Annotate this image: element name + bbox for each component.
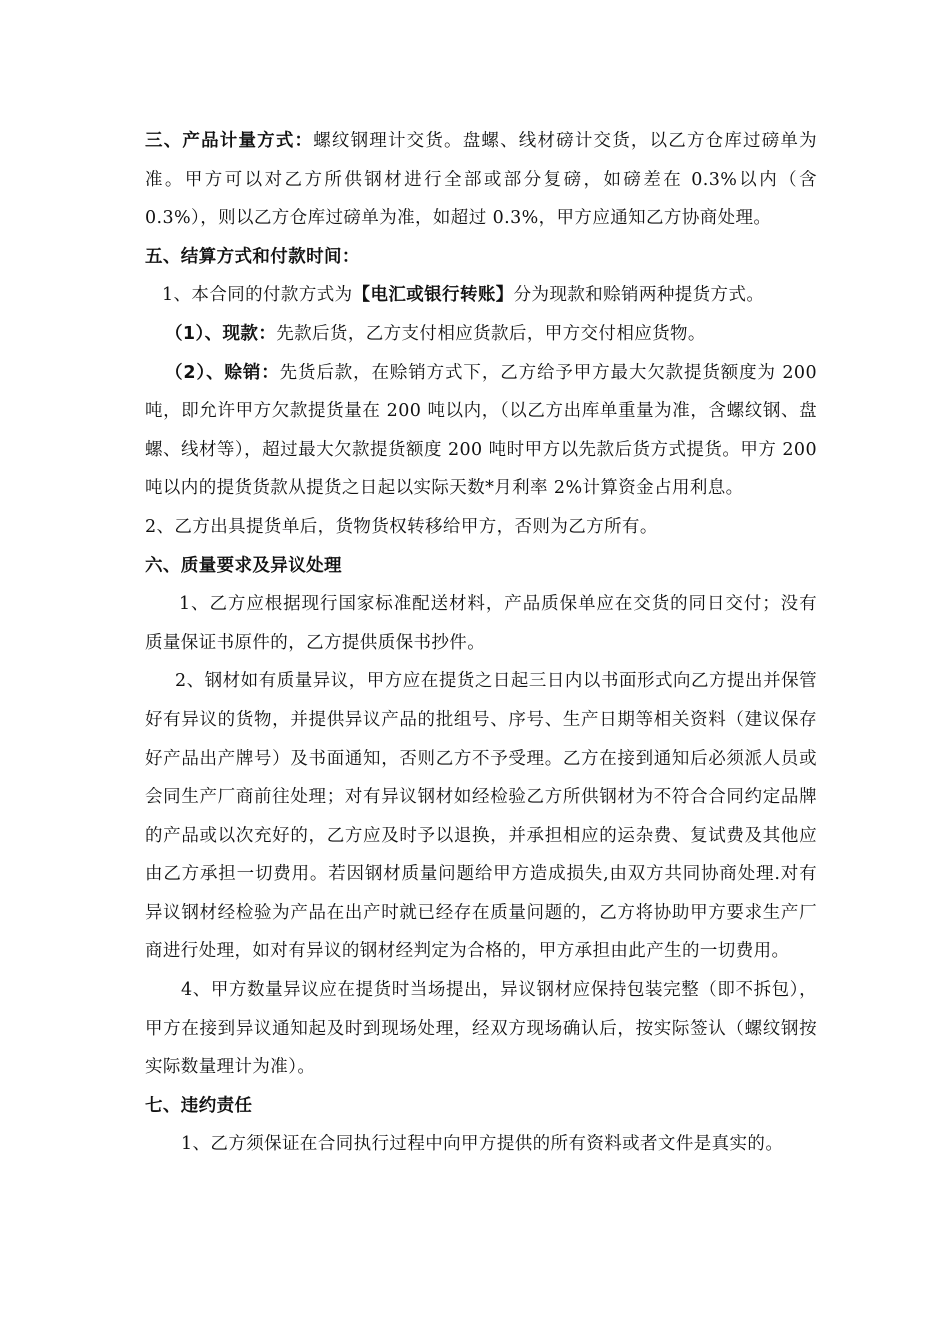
section-6-item-1: 1、乙方应根据现行国家标准配送材料，产品质保单应在交货的同日交付；没有质量保证书原件的，乙方提供质保书抄件。 [145, 594, 817, 653]
section-5-credit-text: 先货后款，在赊销方式下，乙方给予甲方最大欠款提货额度为 200 吨，即允许甲方欠款提货量在 200 吨以内，（以乙方出库单重量为准，含螺纹钢、盘螺、线材等），超过最大欠款提货额度 200 吨时甲方以先款后货方式提货。甲方 200 吨以内的提货货款从提货之日起以实际天数*月利率 2%计算资金占用利息。 [145, 362, 817, 499]
section-6-item-2: 2、钢材如有质量异议，甲方应在提货之日起三日内以书面形式向乙方提出并保管好有异议的货物，并提供异议产品的批组号、序号、生产日期等相关资料（建议保存好产品出产牌号）及书面通知，否则乙方不予受理。乙方在接到通知后必须派人员或会同生产厂商前往处理；对有异议钢材如经检验乙方所供钢材为不符合合同约定品牌的产品或以次充好的，乙方应及时予以退换，并承担相应的运杂费、复试费及其他应由乙方承担一切费用。若因钢材质量问题给甲方造成损失,由双方共同协商处理.对有异议钢材经检验为产品在出产时就已经存在质量问题的，乙方将协助甲方要求生产厂商进行处理，如对有异议的钢材经判定为合格的，甲方承担由此产生的一切费用。 [145, 671, 817, 962]
section-3-paragraph [145, 122, 817, 238]
section-5-cash-paragraph [145, 315, 817, 354]
section-6-heading: 六、质量要求及异议处理 [145, 555, 342, 576]
section-5-payment-method: 【电汇或银行转账】 [352, 285, 514, 306]
section-5-item-1 [145, 276, 817, 315]
section-5-heading: 五、结算方式和付款时间： [145, 246, 360, 267]
section-3-text: 螺纹钢理计交货。盘螺、线材磅计交货，以乙方仓库过磅单为准。甲方可以对乙方所供钢材进行全部或部分复磅，如磅差在 0.3%以内（含 0.3%），则以乙方仓库过磅单为准，如超过 0.3%，甲方应通知乙方协商处理。 [145, 131, 817, 229]
section-5-credit-paragraph [145, 354, 817, 508]
section-7-heading: 七、违约责任 [145, 1095, 253, 1116]
section-5-cash-text: 先款后货，乙方支付相应货款后，甲方交付相应货物。 [276, 323, 706, 344]
document-body [145, 122, 817, 1164]
section-5-cash-label: （1）、现款： [165, 323, 277, 344]
section-5-item-1-pre: 1、本合同的付款方式为 [162, 285, 353, 306]
section-5-credit-label: （2）、赊销： [165, 362, 280, 383]
section-7-item-1: 1、乙方须保证在合同执行过程中向甲方提供的所有资料或者文件是真实的。 [181, 1134, 784, 1155]
section-3-heading: 三、产品计量方式： [145, 131, 314, 151]
section-5-item-1-post: 分为现款和赊销两种提货方式。 [513, 285, 765, 306]
section-6-item-4: 4、甲方数量异议应在提货时当场提出，异议钢材应保持包装完整（即不拆包），甲方在接到异议通知起及时到现场处理，经双方现场确认后，按实际签认（螺纹钢按实际数量理计为准）。 [145, 980, 817, 1078]
section-5-item-2: 2、乙方出具提货单后，货物货权转移给甲方，否则为乙方所有。 [145, 516, 658, 537]
